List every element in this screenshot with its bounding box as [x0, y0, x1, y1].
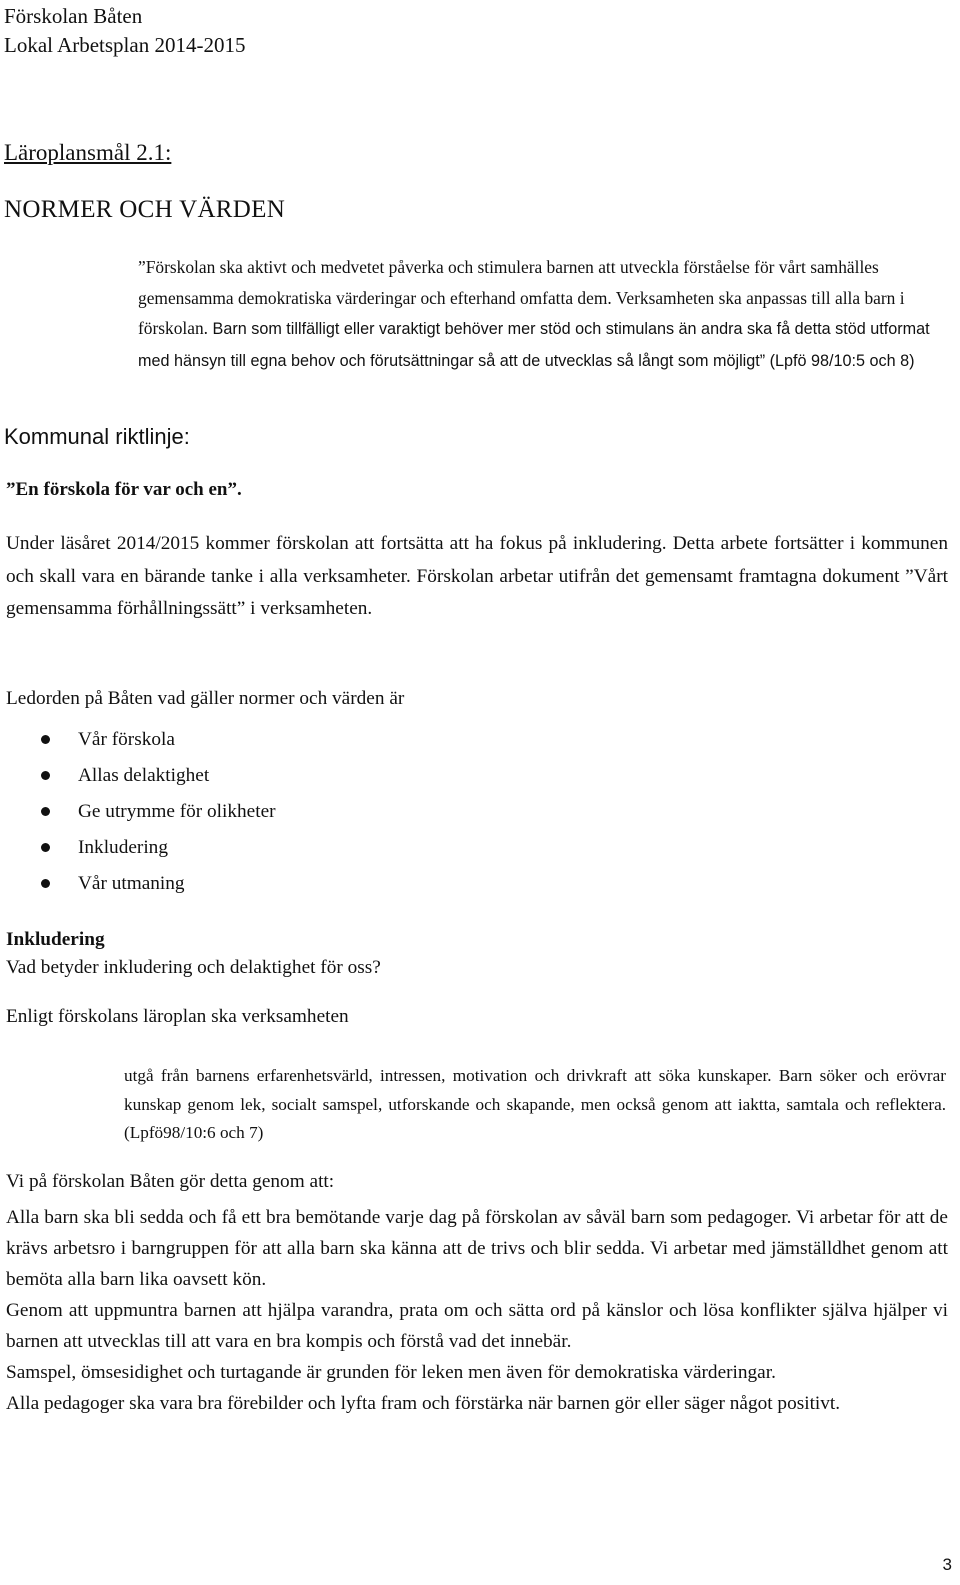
values-list — [6, 722, 276, 902]
practice-paragraph: Alla pedagoger ska vara bra förebilder och lyfta fram och förstärka när barnen gör eller säger något positivt. — [6, 1393, 841, 1414]
bullet-icon — [41, 807, 50, 816]
list-item — [6, 758, 276, 794]
plan-title: Lokal Arbetsplan 2014-2015 — [4, 33, 246, 57]
inclusion-heading: Inkludering — [6, 929, 105, 950]
bullet-icon — [41, 735, 50, 744]
curriculum-quote-block — [138, 252, 953, 376]
values-intro: Ledorden på Båten vad gäller normer och värden är — [6, 688, 405, 709]
section-title: NORMER OCH VÄRDEN — [4, 196, 286, 223]
quote-serif-part: ”Förskolan ska aktivt och medvetet påverka och stimulera barnen att utveckla förståelse för vårt samhälles gemensamma demokratiska värderingar och efterhand omfatta dem. Verksamheten ska anpassas till alla barn i förskolan. — [138, 257, 905, 338]
value-label: Ge utrymme för olikheter — [78, 801, 276, 822]
practice-lead: Vi på förskolan Båten gör detta genom att: — [6, 1171, 335, 1192]
list-item — [6, 830, 276, 866]
school-name: Förskolan Båten — [4, 4, 143, 28]
practice-paragraph: Alla barn ska bli sedda och få ett bra bemötande varje dag på förskolan av såväl barn som pedagoger. Vi arbetar för att de krävs arbetsro i barngruppen för att alla barn ska känna att de trivs och blir sedda. Vi arbetar med jämställdhet genom att bemöta alla barn lika oavsett kön. — [6, 1207, 948, 1290]
guideline-motto: ”En förskola för var och en”. — [6, 479, 242, 500]
intro-paragraph: Under läsåret 2014/2015 kommer förskolan att fortsätta att ha fokus på inkludering. Detta arbete fortsätter i kommunen och skall vara en bärande tanke i alla verksamheter. Förskolan arbetar utifrån det gemensamt framtagna dokument ”Vårt gemensamma förhållningssätt” i verksamheten. — [6, 533, 948, 619]
practice-paragraph: Genom att uppmuntra barnen att hjälpa varandra, prata om och sätta ord på känslor och lösa konflikter själva hjälper vi barnen att utvecklas till att vara en bra kompis och förstå vad det innebär. — [6, 1300, 948, 1352]
value-label: Allas delaktighet — [78, 765, 210, 786]
curriculum-goal-heading: Läroplansmål 2.1: — [4, 140, 172, 165]
list-item — [6, 722, 276, 758]
list-item — [6, 866, 276, 902]
value-label: Vår utmaning — [78, 873, 185, 894]
value-label: Inkludering — [78, 837, 168, 858]
page-number: 3 — [942, 1555, 952, 1574]
curriculum-lead: Enligt förskolans läroplan ska verksamheten — [6, 1006, 349, 1027]
bullet-icon — [41, 879, 50, 888]
inclusion-question: Vad betyder inkludering och delaktighet för oss? — [6, 957, 381, 978]
municipal-guideline-label: Kommunal riktlinje: — [4, 424, 190, 449]
bullet-icon — [41, 843, 50, 852]
practice-section — [6, 1202, 948, 1419]
quote-sans-part: Barn som tillfälligt eller varaktigt behöver mer stöd och stimulans än andra ska få detta stöd utformat med hänsyn till egna behov och förutsättningar så att de utvecklas så långt som möjligt” (Lpfö 98/10:5 och 8) — [138, 320, 930, 370]
list-item — [6, 794, 276, 830]
bullet-icon — [41, 771, 50, 780]
curriculum-quote: utgå från barnens erfarenhetsvärld, intressen, motivation och drivkraft att söka kunskaper. Barn söker och erövrar kunskap genom lek, socialt samspel, utforskande och skapande, men också genom att iaktta, samtala och reflektera. (Lpfö98/10:6 och 7) — [124, 1066, 946, 1142]
practice-paragraph: Samspel, ömsesidighet och turtagande är grunden för leken men även för demokratiska värderingar. — [6, 1362, 776, 1383]
document-header — [4, 2, 245, 60]
value-label: Vår förskola — [78, 729, 175, 750]
